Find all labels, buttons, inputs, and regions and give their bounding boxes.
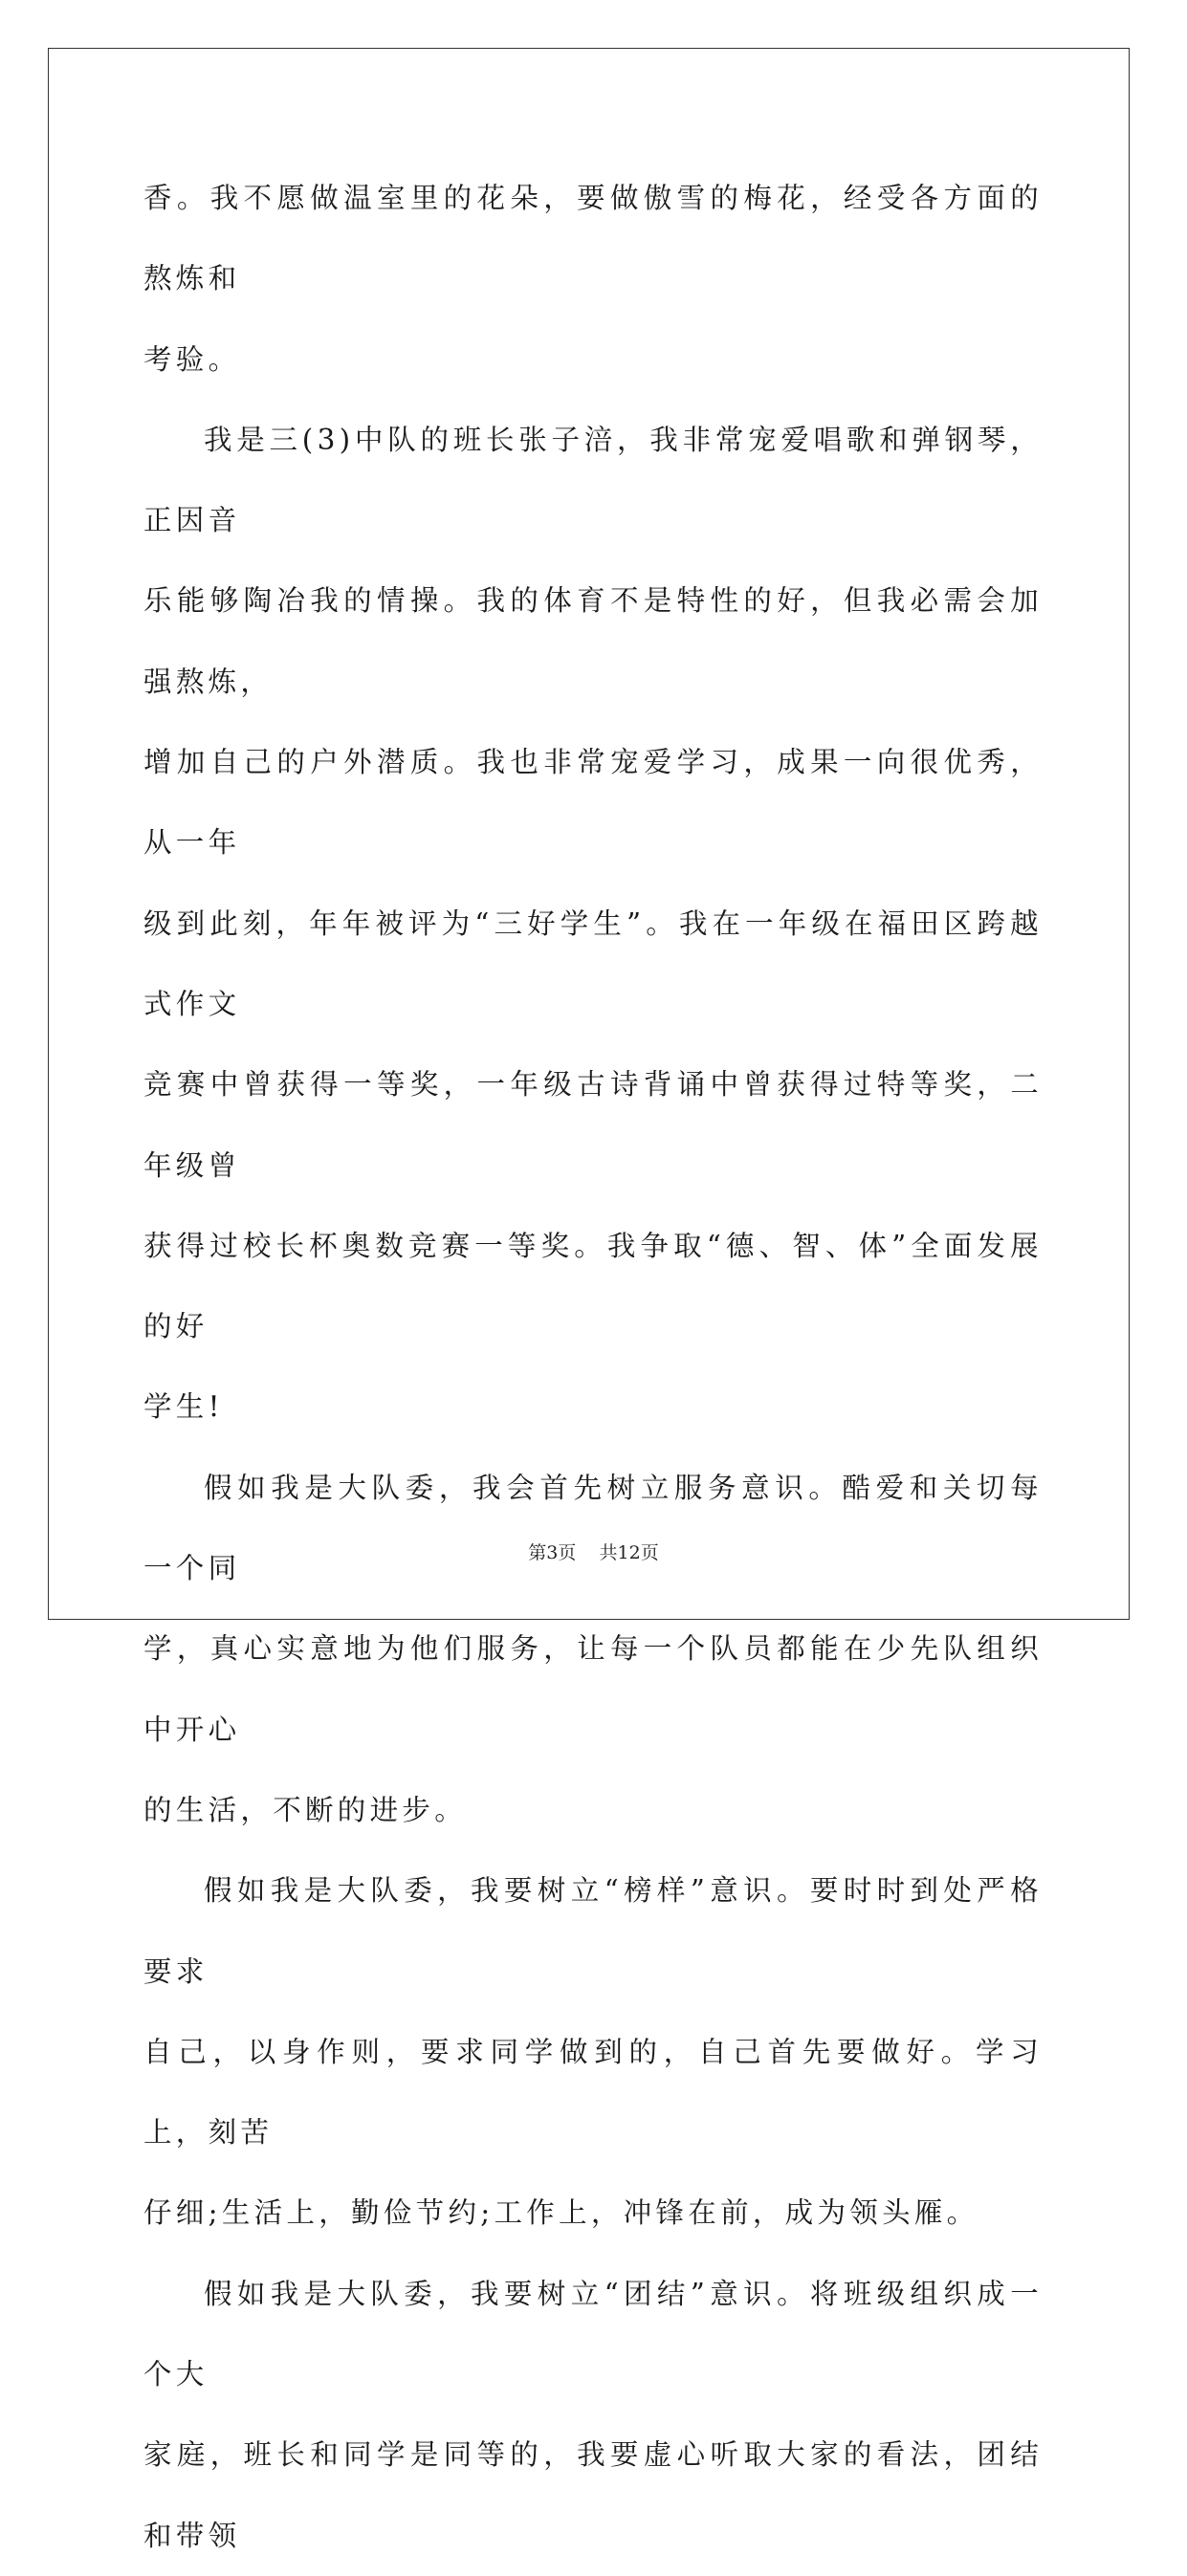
text-line: 增加自己的户外潜质。我也非常宠爱学习，成果一向很优秀，从一年 <box>143 746 1043 860</box>
text-line: 考验。 <box>143 342 241 376</box>
text-line: 乐能够陶冶我的情操。我的体育不是特性的好，但我必需会加强熬炼， <box>143 584 1043 698</box>
text-line: 我是三(3)中队的班长张子涪，我非常宠爱唱歌和弹钢琴，正因音 <box>143 423 1043 537</box>
text-line: 级到此刻，年年被评为“三好学生”。我在一年级在福田区跨越式作文 <box>143 906 1043 1020</box>
document-body <box>143 158 1043 2576</box>
text-line: 假如我是大队委，我要树立“榜样”意识。要时时到处严格要求 <box>143 1874 1043 1988</box>
paragraph <box>143 158 1043 400</box>
paragraph <box>143 400 1043 1448</box>
text-line: 假如我是大队委，我要树立“团结”意识。将班级组织成一个大 <box>143 2277 1043 2391</box>
text-line: 学生! <box>143 1390 224 1424</box>
text-line: 家庭，班长和同学是同等的，我要虚心听取大家的看法，团结和带领 <box>143 2438 1043 2552</box>
paragraph <box>143 1448 1043 1850</box>
text-line: 获得过校长杯奥数竞赛一等奖。我争取“德、智、体”全面发展的好 <box>143 1229 1043 1343</box>
page-number: 第3页 共12页 <box>528 1542 659 1563</box>
text-line: 的生活，不断的进步。 <box>143 1793 468 1826</box>
text-line: 香。我不愿做温室里的花朵，要做傲雪的梅花，经受各方面的熬炼和 <box>143 182 1043 295</box>
text-line: 学，真心实意地为他们服务，让每一个队员都能在少先队组织中开心 <box>143 1632 1043 1746</box>
paragraph <box>143 2254 1043 2576</box>
text-line: 竞赛中曾获得一等奖，一年级古诗背诵中曾获得过特等奖，二年级曾 <box>143 1068 1043 1182</box>
text-line: 自己，以身作则，要求同学做到的，自己首先要做好。学习上，刻苦 <box>143 2035 1043 2150</box>
page-footer <box>0 1541 1187 1564</box>
text-line: 仔细;生活上，勤俭节约;工作上，冲锋在前，成为领头雁。 <box>143 2196 979 2230</box>
text-line: 假如我是大队委，我会首先树立服务意识。酷爱和关切每一个同 <box>143 1471 1043 1585</box>
paragraph <box>143 1850 1043 2253</box>
